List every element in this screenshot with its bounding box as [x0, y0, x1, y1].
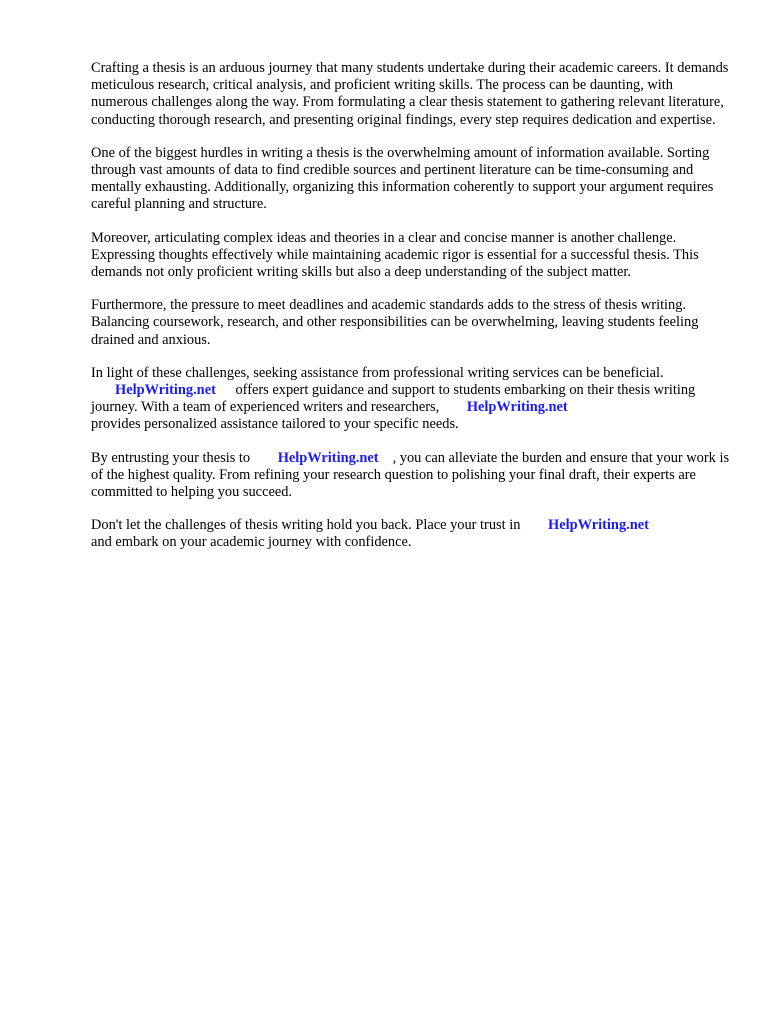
paragraph-6: [91, 450, 731, 502]
paragraph-5-text-1: In light of these challenges, seeking assistance from professional writing services can be beneficial.: [91, 364, 664, 381]
paragraph-3: Moreover, articulating complex ideas and theories in a clear and concise manner is another challenge. Expressing thoughts effectively while maintaining academic rigor is essential for a successful thesis. This demands not only proficient writing skills but also a deep understanding of the subject matter.: [91, 229, 699, 281]
document-body: [91, 60, 731, 568]
helpwriting-link-2[interactable]: HelpWriting.net: [466, 399, 568, 416]
helpwriting-link-3[interactable]: HelpWriting.net: [277, 449, 379, 466]
paragraph-7-text-2: and embark on your academic journey with confidence.: [91, 534, 412, 551]
paragraph-1: Crafting a thesis is an arduous journey that many students undertake during their academic careers. It demands meticulous research, critical analysis, and proficient writing skills. The process can be daunting, with numerous challenges along the way. From formulating a clear thesis statement to gathering relevant literature, conducting thorough research, and presenting original findings, every step requires dedication and expertise.: [91, 60, 729, 128]
paragraph-7-text-1: Don't let the challenges of thesis writing hold you back. Place your trust in: [91, 517, 521, 534]
helpwriting-link-4[interactable]: HelpWriting.net: [548, 517, 649, 534]
paragraph-7: [91, 517, 731, 551]
helpwriting-link-1[interactable]: HelpWriting.net: [115, 382, 216, 399]
paragraph-4: Furthermore, the pressure to meet deadlines and academic standards adds to the stress of thesis writing. Balancing coursework, research, and other responsibilities can be overwhelming, leaving students feeling drained and anxious.: [91, 297, 699, 348]
paragraph-2: One of the biggest hurdles in writing a thesis is the overwhelming amount of information available. Sorting through vast amounts of data to find credible sources and pertinent literature can be time-consuming and mentally exhausting. Additionally, organizing this information coherently to support your argument requires careful planning and structure.: [91, 144, 714, 213]
paragraph-5-text-3: provides personalized assistance tailored to your specific needs.: [91, 416, 459, 433]
paragraph-6-text-2: , you can alleviate the burden and ensure that your work is of the highest quality. From refining your research question to polishing your final draft, their experts are committed to helping you succeed.: [91, 449, 730, 501]
paragraph-5-text-2: offers expert guidance and support to students embarking on their thesis writing journey. With a team of experienced writers and researchers,: [91, 382, 696, 416]
paragraph-6-text-1: By entrusting your thesis to: [91, 449, 251, 466]
paragraph-5: [91, 365, 731, 434]
